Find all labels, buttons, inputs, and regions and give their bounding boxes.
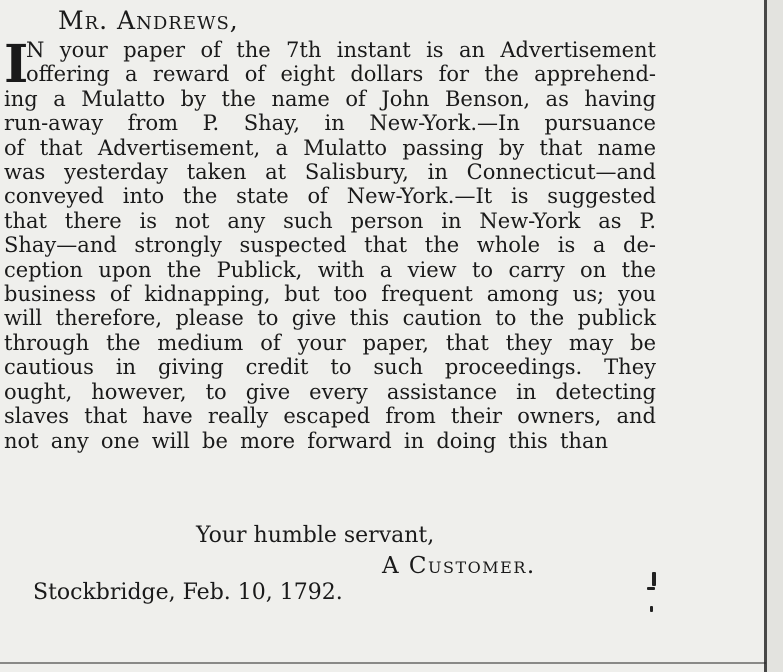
closing: Your humble servant, [196,523,435,548]
salutation: Mr. Andrews, [58,6,239,35]
body-line: N your paper of the 7th instant is an Advertisement [26,38,656,62]
body-line: of that Advertisement, a Mulatto passing by that name [4,135,656,160]
body-line: Shay—and strongly suspected that the whole is a de- [4,233,656,258]
ink-speck [652,572,656,586]
letter-body [4,34,656,453]
body-line: ception upon the Publick, with a view to carry on the [4,257,656,282]
ink-speck [647,587,655,590]
body-line: slaves that have really escaped from their owners, and [4,404,656,429]
body-line: not any one will be more forward in doing this than [4,428,608,453]
signature: A Customer. [382,553,536,579]
body-line: business of kidnapping, but too frequent among us; you [4,282,656,307]
body-line: that there is not any such person in New-York as P. [4,208,656,233]
body-line: run-away from P. Shay, in New-York.—In pursuance [4,111,656,136]
place-date: Stockbridge, Feb. 10, 1792. [33,580,343,605]
body-line: ought, however, to give every assistance in detecting [4,379,656,404]
ink-speck [650,606,653,612]
body-line: through the medium of your paper, that they may be [4,330,656,355]
body-line: was yesterday taken at Salisbury, in Connecticut—and [4,160,656,185]
body-line: cautious in giving credit to such proceedings. They [4,355,656,380]
bottom-rule [0,662,766,664]
body-line: will therefore, please to give this caution to the publick [4,306,656,331]
drop-cap: I [4,34,29,95]
right-margin [767,0,783,672]
body-line: conveyed into the state of New-York.—It is suggested [4,184,656,209]
body-line: ing a Mulatto by the name of John Benson, as having [4,86,656,111]
body-line: offering a reward of eight dollars for the apprehend- [26,62,656,87]
